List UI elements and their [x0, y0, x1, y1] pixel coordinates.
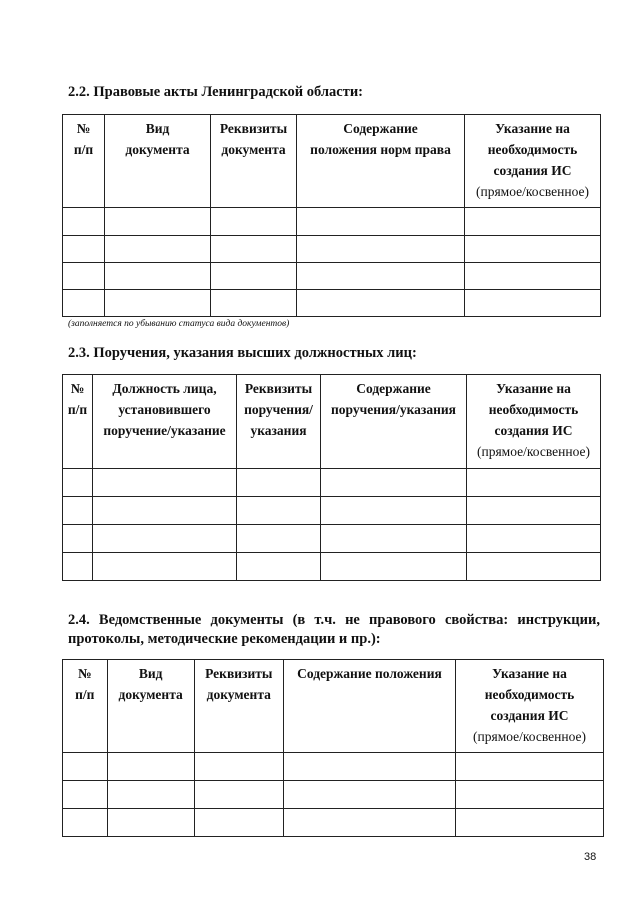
table-cell[interactable]	[194, 809, 283, 837]
table-cell[interactable]	[237, 497, 321, 525]
table-row	[63, 236, 601, 263]
table-cell[interactable]	[107, 781, 194, 809]
table-cell[interactable]	[63, 263, 105, 290]
table-cell[interactable]	[321, 553, 467, 581]
table-cell[interactable]	[194, 781, 283, 809]
col-header-is-indication: Указание на необходимость создания ИС (прямое/косвенное)	[467, 375, 601, 469]
table-cell[interactable]	[63, 525, 93, 553]
table-cell[interactable]	[63, 208, 105, 236]
table-header-row	[63, 115, 601, 208]
table-row	[63, 263, 601, 290]
table-cell[interactable]	[93, 553, 237, 581]
table-cell[interactable]	[456, 781, 604, 809]
table-cell[interactable]	[465, 236, 601, 263]
table-cell[interactable]	[467, 525, 601, 553]
table-header-row	[63, 375, 601, 469]
col-header-number: № п/п	[63, 375, 93, 469]
table-cell[interactable]	[63, 290, 105, 317]
table-cell[interactable]	[467, 553, 601, 581]
table-cell[interactable]	[321, 469, 467, 497]
page-number: 38	[584, 851, 597, 863]
table-cell[interactable]	[237, 469, 321, 497]
table-cell[interactable]	[105, 290, 211, 317]
table-row	[63, 753, 604, 781]
table-cell[interactable]	[465, 290, 601, 317]
table-cell[interactable]	[211, 290, 297, 317]
col-header-number: № п/п	[63, 660, 108, 753]
col-header-doc-type: Вид документа	[107, 660, 194, 753]
table-row	[63, 469, 601, 497]
table-cell[interactable]	[194, 753, 283, 781]
table-cell[interactable]	[63, 553, 93, 581]
table-row	[63, 208, 601, 236]
table-cell[interactable]	[93, 469, 237, 497]
table-row	[63, 809, 604, 837]
section-2-4-heading: 2.4. Ведомственные документы (в т.ч. не правового свойства: инструкции,	[68, 612, 600, 628]
col-header-order-details: Реквизиты поручения/ указания	[237, 375, 321, 469]
orders-table	[62, 374, 601, 581]
table-cell[interactable]	[297, 208, 465, 236]
table-cell[interactable]	[465, 208, 601, 236]
table-cell[interactable]	[93, 497, 237, 525]
table-row	[63, 553, 601, 581]
table-cell[interactable]	[211, 236, 297, 263]
table-cell[interactable]	[63, 497, 93, 525]
table-cell[interactable]	[107, 753, 194, 781]
col-header-doc-type: Вид документа	[105, 115, 211, 208]
table-cell[interactable]	[283, 781, 455, 809]
col-header-official-position: Должность лица, установившего поручение/указание	[93, 375, 237, 469]
col-header-is-indication: Указание на необходимость создания ИС (прямое/косвенное)	[465, 115, 601, 208]
table-cell[interactable]	[297, 236, 465, 263]
table-cell[interactable]	[283, 809, 455, 837]
table-cell[interactable]	[63, 753, 108, 781]
col-header-number: № п/п	[63, 115, 105, 208]
table-cell[interactable]	[105, 208, 211, 236]
table-row	[63, 290, 601, 317]
table-cell[interactable]	[105, 236, 211, 263]
table-cell[interactable]	[107, 809, 194, 837]
table-cell[interactable]	[63, 236, 105, 263]
table-cell[interactable]	[211, 208, 297, 236]
section-2-2-heading: 2.2. Правовые акты Ленинградской области:	[68, 84, 364, 100]
table-row	[63, 497, 601, 525]
table-row	[63, 781, 604, 809]
table-cell[interactable]	[465, 263, 601, 290]
table-cell[interactable]	[63, 809, 108, 837]
table-cell[interactable]	[283, 753, 455, 781]
table-cell[interactable]	[467, 469, 601, 497]
table-cell[interactable]	[105, 263, 211, 290]
table-cell[interactable]	[456, 753, 604, 781]
section-2-4-heading-cont: протоколы, методические рекомендации и пр.):	[68, 631, 381, 647]
table-footnote: (заполняется по убыванию статуса вида документов)	[68, 319, 290, 329]
table-header-row	[63, 660, 604, 753]
table-cell[interactable]	[321, 525, 467, 553]
table-cell[interactable]	[237, 525, 321, 553]
table-cell[interactable]	[237, 553, 321, 581]
table-cell[interactable]	[93, 525, 237, 553]
col-header-content: Содержание положения	[283, 660, 455, 753]
col-header-content: Содержание поручения/указания	[321, 375, 467, 469]
table-cell[interactable]	[63, 781, 108, 809]
table-row	[63, 525, 601, 553]
col-header-doc-details: Реквизиты документа	[211, 115, 297, 208]
table-cell[interactable]	[297, 290, 465, 317]
table-cell[interactable]	[467, 497, 601, 525]
table-cell[interactable]	[321, 497, 467, 525]
table-cell[interactable]	[63, 469, 93, 497]
table-cell[interactable]	[211, 263, 297, 290]
col-header-is-indication: Указание на необходимость создания ИС (прямое/косвенное)	[456, 660, 604, 753]
table-cell[interactable]	[297, 263, 465, 290]
legal-acts-table	[62, 114, 601, 317]
section-2-3-heading: 2.3. Поручения, указания высших должностных лиц:	[68, 345, 417, 361]
col-header-content: Содержание положения норм права	[297, 115, 465, 208]
col-header-doc-details: Реквизиты документа	[194, 660, 283, 753]
table-cell[interactable]	[456, 809, 604, 837]
departmental-docs-table	[62, 659, 604, 837]
